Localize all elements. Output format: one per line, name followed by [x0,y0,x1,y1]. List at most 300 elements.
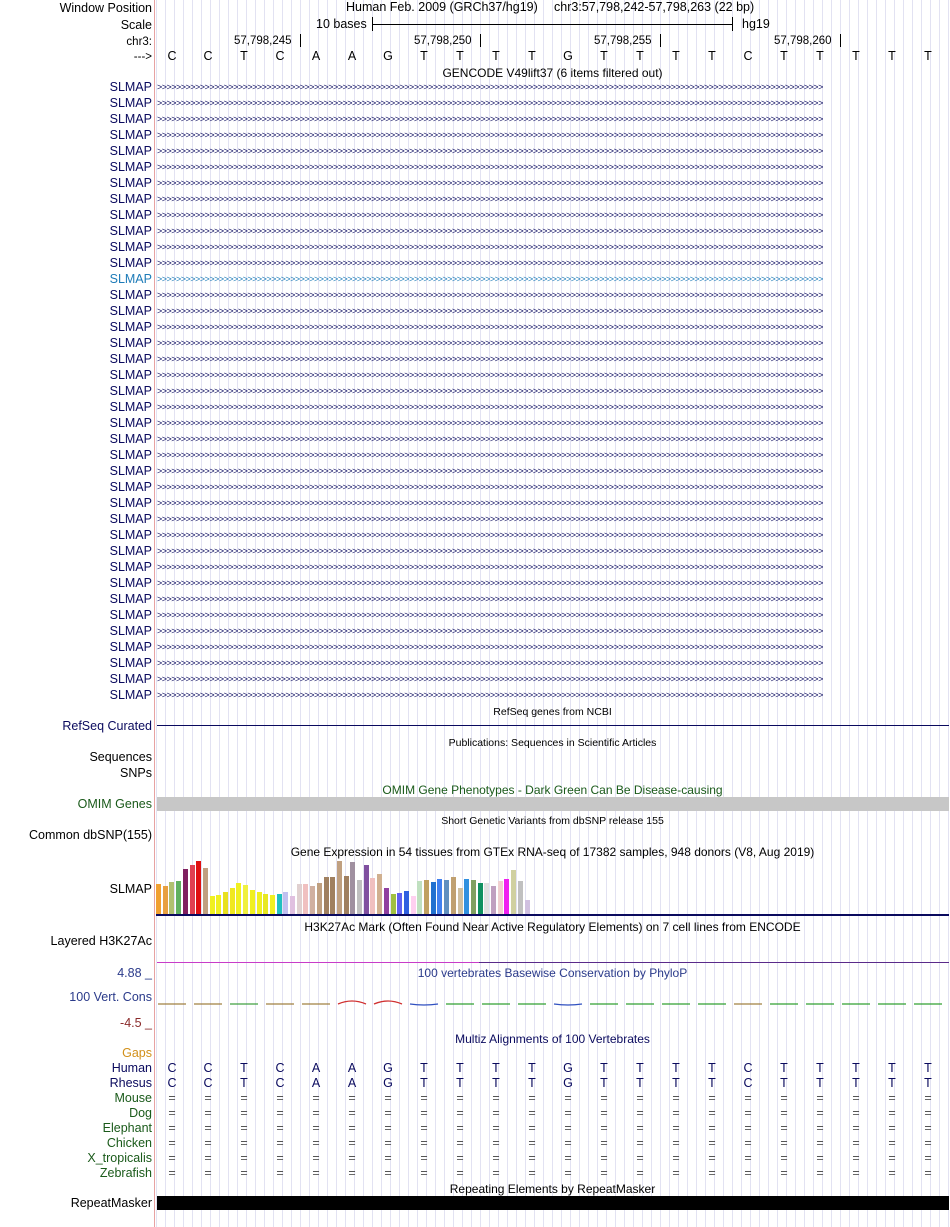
alignment-base: = [168,1136,176,1150]
gtex-tissue-bar[interactable] [263,894,268,914]
alignment-base: = [888,1106,896,1120]
alignment-base: = [276,1151,284,1165]
gencode-transcript[interactable]: >>>>>>>>>>>>>>>>>>>>>>>>>>>>>>>>>>>>>>>>>>>>>>>>>>>>>>>>>>>>>>>>>>>>>>>>>>>>>>>>>>>>>>>>>>>>>>>>>>>>>>>>>>>>>>>>>>>>>>>>>>>>>>>>>>>>>>>>>>>> [157,594,823,604]
gencode-transcript-label[interactable]: SLMAP [109,656,152,670]
alignment-base: T [528,1076,536,1090]
gencode-transcript-label[interactable]: SLMAP [109,208,152,222]
alignment-base: T [420,1061,428,1075]
gtex-tissue-bar[interactable] [350,862,355,914]
gtex-tissue-bar[interactable] [384,888,389,914]
alignment-base: T [240,1076,248,1090]
gencode-transcript[interactable]: >>>>>>>>>>>>>>>>>>>>>>>>>>>>>>>>>>>>>>>>>>>>>>>>>>>>>>>>>>>>>>>>>>>>>>>>>>>>>>>>>>>>>>>>>>>>>>>>>>>>>>>>>>>>>>>>>>>>>>>>>>>>>>>>>>>>>>>>>>>> [157,178,823,188]
alignment-base: C [203,1076,213,1090]
alignment-base: = [600,1151,608,1165]
alignment-base: = [888,1091,896,1105]
gtex-tissue-bar[interactable] [337,861,342,914]
alignment-base: = [708,1151,716,1165]
base: C [275,49,285,63]
gencode-transcript-label[interactable]: SLMAP [109,432,152,446]
species-label[interactable]: Chicken [106,1136,152,1150]
alignment-base: = [492,1166,500,1180]
alignment-base: = [744,1091,752,1105]
alignment-base: G [563,1061,573,1075]
alignment-base: = [384,1136,392,1150]
alignment-base: = [240,1151,248,1165]
alignment-base: = [348,1166,356,1180]
gencode-transcript[interactable]: >>>>>>>>>>>>>>>>>>>>>>>>>>>>>>>>>>>>>>>>>>>>>>>>>>>>>>>>>>>>>>>>>>>>>>>>>>>>>>>>>>>>>>>>>>>>>>>>>>>>>>>>>>>>>>>>>>>>>>>>>>>>>>>>>>>>>>>>>>>> [157,434,823,444]
gencode-transcript[interactable]: >>>>>>>>>>>>>>>>>>>>>>>>>>>>>>>>>>>>>>>>>>>>>>>>>>>>>>>>>>>>>>>>>>>>>>>>>>>>>>>>>>>>>>>>>>>>>>>>>>>>>>>>>>>>>>>>>>>>>>>>>>>>>>>>>>>>>>>>>>>> [157,306,823,316]
gencode-transcript[interactable]: >>>>>>>>>>>>>>>>>>>>>>>>>>>>>>>>>>>>>>>>>>>>>>>>>>>>>>>>>>>>>>>>>>>>>>>>>>>>>>>>>>>>>>>>>>>>>>>>>>>>>>>>>>>>>>>>>>>>>>>>>>>>>>>>>>>>>>>>>>>> [157,146,823,156]
gtex-tissue-bar[interactable] [290,896,295,914]
alignment-base: = [708,1106,716,1120]
alignment-base: = [600,1121,608,1135]
alignment-base: = [780,1121,788,1135]
alignment-base: T [816,1061,824,1075]
alignment-base: = [312,1106,320,1120]
alignment-base: = [564,1136,572,1150]
alignment-base: C [743,1061,753,1075]
base: T [492,49,500,63]
gencode-transcript[interactable]: >>>>>>>>>>>>>>>>>>>>>>>>>>>>>>>>>>>>>>>>>>>>>>>>>>>>>>>>>>>>>>>>>>>>>>>>>>>>>>>>>>>>>>>>>>>>>>>>>>>>>>>>>>>>>>>>>>>>>>>>>>>>>>>>>>>>>>>>>>>> [157,546,823,556]
h3k27ac-track-title[interactable]: H3K27Ac Mark (Often Found Near Active Regulatory Elements) on 7 cell lines from ENCODE [304,920,801,934]
alignment-base: = [204,1106,212,1120]
gencode-transcript-label[interactable]: SLMAP [109,640,152,654]
gencode-transcript[interactable]: >>>>>>>>>>>>>>>>>>>>>>>>>>>>>>>>>>>>>>>>>>>>>>>>>>>>>>>>>>>>>>>>>>>>>>>>>>>>>>>>>>>>>>>>>>>>>>>>>>>>>>>>>>>>>>>>>>>>>>>>>>>>>>>>>>>>>>>>>>>> [157,450,823,460]
gencode-transcript[interactable]: >>>>>>>>>>>>>>>>>>>>>>>>>>>>>>>>>>>>>>>>>>>>>>>>>>>>>>>>>>>>>>>>>>>>>>>>>>>>>>>>>>>>>>>>>>>>>>>>>>>>>>>>>>>>>>>>>>>>>>>>>>>>>>>>>>>>>>>>>>>> [157,194,823,204]
phylop-segment [338,1001,366,1004]
gtex-tissue-bar[interactable] [183,869,188,914]
refseq-track-title[interactable]: RefSeq genes from NCBI [493,706,612,718]
alignment-base: = [312,1136,320,1150]
gencode-transcript-label[interactable]: SLMAP [109,544,152,558]
alignment-base: = [276,1121,284,1135]
gtex-tissue-bar[interactable] [169,882,174,914]
gaps-label[interactable]: Gaps [122,1046,152,1060]
gencode-transcript[interactable]: >>>>>>>>>>>>>>>>>>>>>>>>>>>>>>>>>>>>>>>>>>>>>>>>>>>>>>>>>>>>>>>>>>>>>>>>>>>>>>>>>>>>>>>>>>>>>>>>>>>>>>>>>>>>>>>>>>>>>>>>>>>>>>>>>>>>>>>>>>>> [157,290,823,300]
gencode-transcript-label[interactable]: SLMAP [109,496,152,510]
phylop-track-title[interactable]: 100 vertebrates Basewise Conservation by PhyloP [417,966,688,980]
alignment-base: = [600,1166,608,1180]
gtex-tissue-bar[interactable] [344,876,349,914]
multiz-track-title[interactable]: Multiz Alignments of 100 Vertebrates [455,1032,650,1046]
gencode-transcript[interactable]: >>>>>>>>>>>>>>>>>>>>>>>>>>>>>>>>>>>>>>>>>>>>>>>>>>>>>>>>>>>>>>>>>>>>>>>>>>>>>>>>>>>>>>>>>>>>>>>>>>>>>>>>>>>>>>>>>>>>>>>>>>>>>>>>>>>>>>>>>>>> [157,82,823,92]
base: T [600,49,608,63]
alignment-base: = [708,1121,716,1135]
alignment-base: T [924,1076,932,1090]
gtex-tissue-bar[interactable] [243,885,248,914]
alignment-base: = [240,1091,248,1105]
phylop-segment [410,1004,438,1005]
alignment-base: T [240,1061,248,1075]
alignment-base: C [275,1061,285,1075]
gencode-transcript-label[interactable]: SLMAP [109,240,152,254]
gtex-tissue-bar[interactable] [216,895,221,914]
alignment-base: = [744,1151,752,1165]
gencode-transcript-label[interactable]: SLMAP [109,352,152,366]
gtex-tissue-bar[interactable] [230,888,235,914]
gencode-transcript[interactable]: >>>>>>>>>>>>>>>>>>>>>>>>>>>>>>>>>>>>>>>>>>>>>>>>>>>>>>>>>>>>>>>>>>>>>>>>>>>>>>>>>>>>>>>>>>>>>>>>>>>>>>>>>>>>>>>>>>>>>>>>>>>>>>>>>>>>>>>>>>>> [157,386,823,396]
gtex-tissue-bar[interactable] [511,870,516,914]
alignment-base: = [924,1121,932,1135]
alignment-base: = [600,1091,608,1105]
gencode-transcript-label[interactable]: SLMAP [109,128,152,142]
alignment-base: G [563,1076,573,1090]
alignment-base: = [708,1136,716,1150]
gtex-tissue-bar[interactable] [357,880,362,914]
alignment-base: = [312,1151,320,1165]
gencode-transcript[interactable]: >>>>>>>>>>>>>>>>>>>>>>>>>>>>>>>>>>>>>>>>>>>>>>>>>>>>>>>>>>>>>>>>>>>>>>>>>>>>>>>>>>>>>>>>>>>>>>>>>>>>>>>>>>>>>>>>>>>>>>>>>>>>>>>>>>>>>>>>>>>> [157,562,823,572]
alignment-base: = [744,1121,752,1135]
alignment-base: = [888,1136,896,1150]
alignment-base: = [348,1106,356,1120]
alignment-base: = [276,1091,284,1105]
base: T [816,49,824,63]
phylop-label[interactable]: 100 Vert. Cons [69,990,152,1004]
alignment-base: = [348,1151,356,1165]
scale-text: 10 bases [316,17,367,31]
gencode-transcript-label[interactable]: SLMAP [109,608,152,622]
gtex-tissue-bar[interactable] [257,892,262,914]
alignment-base: = [420,1121,428,1135]
gencode-transcript-label[interactable]: SLMAP [109,160,152,174]
gencode-transcript[interactable]: >>>>>>>>>>>>>>>>>>>>>>>>>>>>>>>>>>>>>>>>>>>>>>>>>>>>>>>>>>>>>>>>>>>>>>>>>>>>>>>>>>>>>>>>>>>>>>>>>>>>>>>>>>>>>>>>>>>>>>>>>>>>>>>>>>>>>>>>>>>> [157,658,823,668]
alignment-base: T [672,1076,680,1090]
gencode-transcript[interactable]: >>>>>>>>>>>>>>>>>>>>>>>>>>>>>>>>>>>>>>>>>>>>>>>>>>>>>>>>>>>>>>>>>>>>>>>>>>>>>>>>>>>>>>>>>>>>>>>>>>>>>>>>>>>>>>>>>>>>>>>>>>>>>>>>>>>>>>>>>>>> [157,226,823,236]
alignment-base: = [744,1166,752,1180]
alignment-base: = [744,1106,752,1120]
dbsnp-track-title[interactable]: Short Genetic Variants from dbSNP release 155 [441,815,664,827]
alignment-base: = [852,1151,860,1165]
gtex-tissue-bar[interactable] [478,883,483,914]
gencode-transcript[interactable]: >>>>>>>>>>>>>>>>>>>>>>>>>>>>>>>>>>>>>>>>>>>>>>>>>>>>>>>>>>>>>>>>>>>>>>>>>>>>>>>>>>>>>>>>>>>>>>>>>>>>>>>>>>>>>>>>>>>>>>>>>>>>>>>>>>>>>>>>>>>> [157,338,823,348]
snps-label[interactable]: SNPs [120,766,152,780]
alignment-base: T [456,1061,464,1075]
gencode-transcript-label[interactable]: SLMAP [109,448,152,462]
gencode-transcript[interactable]: >>>>>>>>>>>>>>>>>>>>>>>>>>>>>>>>>>>>>>>>>>>>>>>>>>>>>>>>>>>>>>>>>>>>>>>>>>>>>>>>>>>>>>>>>>>>>>>>>>>>>>>>>>>>>>>>>>>>>>>>>>>>>>>>>>>>>>>>>>>> [157,690,823,700]
gencode-transcript-label[interactable]: SLMAP [109,400,152,414]
gtex-tissue-bar[interactable] [223,892,228,914]
gtex-tissue-bar[interactable] [317,883,322,914]
gtex-tissue-bar[interactable] [404,891,409,914]
gtex-tissue-bar[interactable] [156,884,161,914]
alignment-base: = [240,1166,248,1180]
gencode-transcript-label[interactable]: SLMAP [109,528,152,542]
alignment-base: = [312,1121,320,1135]
gencode-transcript-label[interactable]: SLMAP [109,368,152,382]
gtex-tissue-bar[interactable] [203,868,208,914]
gtex-gene-line[interactable] [156,914,949,916]
gencode-transcript-label[interactable]: SLMAP [109,112,152,126]
alignment-base: T [492,1061,500,1075]
alignment-base: = [672,1136,680,1150]
alignment-base: = [348,1091,356,1105]
species-label[interactable]: Zebrafish [99,1166,152,1180]
assembly-title: Human Feb. 2009 (GRCh37/hg19) [346,0,538,14]
gtex-tissue-bar[interactable] [210,896,215,914]
gencode-transcript-label[interactable]: SLMAP [109,176,152,190]
gtex-tissue-bar[interactable] [504,879,509,914]
gencode-transcript[interactable]: >>>>>>>>>>>>>>>>>>>>>>>>>>>>>>>>>>>>>>>>>>>>>>>>>>>>>>>>>>>>>>>>>>>>>>>>>>>>>>>>>>>>>>>>>>>>>>>>>>>>>>>>>>>>>>>>>>>>>>>>>>>>>>>>>>>>>>>>>>>> [157,530,823,540]
alignment-base: A [311,1076,321,1090]
gencode-transcript-label[interactable]: SLMAP [109,304,152,318]
alignment-base: = [780,1136,788,1150]
species-label[interactable]: Mouse [114,1091,152,1105]
alignment-base: = [168,1151,176,1165]
gtex-tissue-bar[interactable] [283,892,288,914]
alignment-base: C [203,1061,213,1075]
gtex-tissue-bar[interactable] [236,883,241,914]
gtex-tissue-bar[interactable] [364,865,369,914]
gtex-tissue-bar[interactable] [277,894,282,914]
window-position-label: Window Position [59,1,152,15]
gtex-tissue-bar[interactable] [377,874,382,914]
gencode-transcript-label[interactable]: SLMAP [109,512,152,526]
gtex-tissue-bar[interactable] [491,886,496,914]
species-label[interactable]: Dog [129,1106,152,1120]
gencode-transcript-label[interactable]: SLMAP [109,672,152,686]
alignment-base: T [492,1076,500,1090]
gencode-transcript-label[interactable]: SLMAP [109,464,152,478]
alignment-base: = [312,1091,320,1105]
omim-track-title[interactable]: OMIM Gene Phenotypes - Dark Green Can Be Disease-causing [382,783,723,797]
gencode-transcript[interactable]: >>>>>>>>>>>>>>>>>>>>>>>>>>>>>>>>>>>>>>>>>>>>>>>>>>>>>>>>>>>>>>>>>>>>>>>>>>>>>>>>>>>>>>>>>>>>>>>>>>>>>>>>>>>>>>>>>>>>>>>>>>>>>>>>>>>>>>>>>>>> [157,162,823,172]
alignment-base: = [636,1151,644,1165]
alignment-base: = [816,1166,824,1180]
gtex-tissue-bar[interactable] [324,877,329,914]
alignment-base: = [240,1121,248,1135]
alignment-base: = [420,1151,428,1165]
base: T [924,49,932,63]
alignment-base: = [204,1151,212,1165]
gtex-tissue-bar[interactable] [518,881,523,914]
gtex-tissue-bar[interactable] [417,881,422,914]
gencode-transcript-label[interactable]: SLMAP [109,272,152,286]
gencode-transcript-label[interactable]: SLMAP [109,592,152,606]
gencode-transcript[interactable]: >>>>>>>>>>>>>>>>>>>>>>>>>>>>>>>>>>>>>>>>>>>>>>>>>>>>>>>>>>>>>>>>>>>>>>>>>>>>>>>>>>>>>>>>>>>>>>>>>>>>>>>>>>>>>>>>>>>>>>>>>>>>>>>>>>>>>>>>>>>> [157,210,823,220]
alignment-base: = [672,1166,680,1180]
alignment-base: = [636,1091,644,1105]
h3k27ac-signal-a[interactable] [157,962,479,963]
alignment-base: C [167,1061,177,1075]
gencode-transcript[interactable]: >>>>>>>>>>>>>>>>>>>>>>>>>>>>>>>>>>>>>>>>>>>>>>>>>>>>>>>>>>>>>>>>>>>>>>>>>>>>>>>>>>>>>>>>>>>>>>>>>>>>>>>>>>>>>>>>>>>>>>>>>>>>>>>>>>>>>>>>>>>> [157,610,823,620]
base: A [311,49,321,63]
alignment-base: C [167,1076,177,1090]
alignment-base: = [384,1166,392,1180]
alignment-base: = [528,1106,536,1120]
alignment-base: T [600,1061,608,1075]
species-label[interactable]: Human [111,1061,152,1075]
gtex-label[interactable]: SLMAP [109,882,152,896]
position-text[interactable]: chr3:57,798,242-57,798,263 (22 bp) [554,0,755,14]
gencode-transcript-label[interactable]: SLMAP [109,192,152,206]
gencode-transcript-label[interactable]: SLMAP [109,416,152,430]
alignment-base: T [456,1076,464,1090]
gtex-tissue-bar[interactable] [303,884,308,914]
alignment-base: = [636,1106,644,1120]
gtex-tissue-bar[interactable] [370,878,375,914]
gtex-tissue-bar[interactable] [397,893,402,914]
gtex-tissue-bar[interactable] [424,880,429,914]
gencode-transcript-label[interactable]: SLMAP [109,224,152,238]
gtex-tissue-bar[interactable] [391,894,396,914]
gencode-transcript-label[interactable]: SLMAP [109,256,152,270]
refseq-intron-line[interactable] [157,725,949,726]
species-label[interactable]: X_tropicalis [87,1151,152,1165]
alignment-base: T [528,1061,536,1075]
repeatmasker-track-title[interactable]: Repeating Elements by RepeatMasker [449,1182,656,1196]
gencode-transcript[interactable]: >>>>>>>>>>>>>>>>>>>>>>>>>>>>>>>>>>>>>>>>>>>>>>>>>>>>>>>>>>>>>>>>>>>>>>>>>>>>>>>>>>>>>>>>>>>>>>>>>>>>>>>>>>>>>>>>>>>>>>>>>>>>>>>>>>>>>>>>>>>> [157,130,823,140]
alignment-base: = [816,1136,824,1150]
phylop-wiggle[interactable] [155,994,950,1014]
alignment-base: = [528,1166,536,1180]
gtex-tissue-bar[interactable] [196,861,201,914]
gencode-transcript-label[interactable]: SLMAP [109,96,152,110]
gencode-transcript[interactable]: >>>>>>>>>>>>>>>>>>>>>>>>>>>>>>>>>>>>>>>>>>>>>>>>>>>>>>>>>>>>>>>>>>>>>>>>>>>>>>>>>>>>>>>>>>>>>>>>>>>>>>>>>>>>>>>>>>>>>>>>>>>>>>>>>>>>>>>>>>>> [157,418,823,428]
gtex-tissue-bar[interactable] [451,877,456,914]
gencode-transcript[interactable]: >>>>>>>>>>>>>>>>>>>>>>>>>>>>>>>>>>>>>>>>>>>>>>>>>>>>>>>>>>>>>>>>>>>>>>>>>>>>>>>>>>>>>>>>>>>>>>>>>>>>>>>>>>>>>>>>>>>>>>>>>>>>>>>>>>>>>>>>>>>> [157,674,823,684]
gencode-transcript[interactable]: >>>>>>>>>>>>>>>>>>>>>>>>>>>>>>>>>>>>>>>>>>>>>>>>>>>>>>>>>>>>>>>>>>>>>>>>>>>>>>>>>>>>>>>>>>>>>>>>>>>>>>>>>>>>>>>>>>>>>>>>>>>>>>>>>>>>>>>>>>>> [157,466,823,476]
alignment-base: = [168,1121,176,1135]
gencode-transcript-label[interactable]: SLMAP [109,480,152,494]
gtex-tissue-bar[interactable] [190,865,195,914]
gtex-tissue-bar[interactable] [310,886,315,914]
alignment-base: T [672,1061,680,1075]
sequences-label[interactable]: Sequences [89,750,152,764]
alignment-base: = [456,1121,464,1135]
base: C [743,49,753,63]
gencode-transcript[interactable]: >>>>>>>>>>>>>>>>>>>>>>>>>>>>>>>>>>>>>>>>>>>>>>>>>>>>>>>>>>>>>>>>>>>>>>>>>>>>>>>>>>>>>>>>>>>>>>>>>>>>>>>>>>>>>>>>>>>>>>>>>>>>>>>>>>>>>>>>>>>> [157,242,823,252]
base: G [563,49,573,63]
gencode-transcript[interactable]: >>>>>>>>>>>>>>>>>>>>>>>>>>>>>>>>>>>>>>>>>>>>>>>>>>>>>>>>>>>>>>>>>>>>>>>>>>>>>>>>>>>>>>>>>>>>>>>>>>>>>>>>>>>>>>>>>>>>>>>>>>>>>>>>>>>>>>>>>>>> [157,498,823,508]
alignment-base: = [240,1106,248,1120]
alignment-base: = [564,1151,572,1165]
omim-gene-bar[interactable] [157,797,949,811]
refseq-label[interactable]: RefSeq Curated [62,719,152,733]
gencode-transcript-label[interactable]: SLMAP [109,144,152,158]
gencode-transcript[interactable]: >>>>>>>>>>>>>>>>>>>>>>>>>>>>>>>>>>>>>>>>>>>>>>>>>>>>>>>>>>>>>>>>>>>>>>>>>>>>>>>>>>>>>>>>>>>>>>>>>>>>>>>>>>>>>>>>>>>>>>>>>>>>>>>>>>>>>>>>>>>> [157,482,823,492]
gtex-tissue-bar[interactable] [163,886,168,914]
gtex-tissue-bar[interactable] [471,880,476,914]
alignment-base: = [600,1106,608,1120]
base: G [383,49,393,63]
gencode-transcript[interactable]: >>>>>>>>>>>>>>>>>>>>>>>>>>>>>>>>>>>>>>>>>>>>>>>>>>>>>>>>>>>>>>>>>>>>>>>>>>>>>>>>>>>>>>>>>>>>>>>>>>>>>>>>>>>>>>>>>>>>>>>>>>>>>>>>>>>>>>>>>>>> [157,514,823,524]
gtex-tissue-bar[interactable] [525,900,530,914]
gencode-transcript-label[interactable]: SLMAP [109,576,152,590]
alignment-base: = [780,1151,788,1165]
gtex-tissue-bar[interactable] [250,890,255,914]
alignment-base: T [708,1076,716,1090]
base: A [347,49,357,63]
gtex-tissue-bar[interactable] [484,883,489,914]
alignment-base: G [383,1076,393,1090]
alignment-base: = [636,1136,644,1150]
gencode-transcript[interactable]: >>>>>>>>>>>>>>>>>>>>>>>>>>>>>>>>>>>>>>>>>>>>>>>>>>>>>>>>>>>>>>>>>>>>>>>>>>>>>>>>>>>>>>>>>>>>>>>>>>>>>>>>>>>>>>>>>>>>>>>>>>>>>>>>>>>>>>>>>>>> [157,114,823,124]
gtex-tissue-bar[interactable] [411,896,416,914]
alignment-base: T [780,1061,788,1075]
alignment-base: = [852,1091,860,1105]
gencode-transcript-label[interactable]: SLMAP [109,688,152,702]
alignment-base: = [276,1106,284,1120]
base: T [240,49,248,63]
gencode-transcript-label[interactable]: SLMAP [109,288,152,302]
repeatmasker-label[interactable]: RepeatMasker [70,1196,152,1210]
gencode-transcript[interactable]: >>>>>>>>>>>>>>>>>>>>>>>>>>>>>>>>>>>>>>>>>>>>>>>>>>>>>>>>>>>>>>>>>>>>>>>>>>>>>>>>>>>>>>>>>>>>>>>>>>>>>>>>>>>>>>>>>>>>>>>>>>>>>>>>>>>>>>>>>>>> [157,274,823,284]
coord-label: 57,798,255 [594,35,652,47]
gencode-transcript[interactable]: >>>>>>>>>>>>>>>>>>>>>>>>>>>>>>>>>>>>>>>>>>>>>>>>>>>>>>>>>>>>>>>>>>>>>>>>>>>>>>>>>>>>>>>>>>>>>>>>>>>>>>>>>>>>>>>>>>>>>>>>>>>>>>>>>>>>>>>>>>>> [157,626,823,636]
gtex-track-title[interactable]: Gene Expression in 54 tissues from GTEx RNA-seq of 17382 samples, 948 donors (V8, Aug 2019) [290,845,815,859]
alignment-base: = [564,1091,572,1105]
base: T [672,49,680,63]
gencode-transcript-label[interactable]: SLMAP [109,624,152,638]
alignment-base: T [852,1076,860,1090]
alignment-base: C [743,1076,753,1090]
gtex-tissue-bar[interactable] [458,888,463,914]
gencode-transcript[interactable]: >>>>>>>>>>>>>>>>>>>>>>>>>>>>>>>>>>>>>>>>>>>>>>>>>>>>>>>>>>>>>>>>>>>>>>>>>>>>>>>>>>>>>>>>>>>>>>>>>>>>>>>>>>>>>>>>>>>>>>>>>>>>>>>>>>>>>>>>>>>> [157,322,823,332]
gtex-bar-graph[interactable] [156,860,536,914]
alignment-base: = [672,1121,680,1135]
gencode-transcript[interactable]: >>>>>>>>>>>>>>>>>>>>>>>>>>>>>>>>>>>>>>>>>>>>>>>>>>>>>>>>>>>>>>>>>>>>>>>>>>>>>>>>>>>>>>>>>>>>>>>>>>>>>>>>>>>>>>>>>>>>>>>>>>>>>>>>>>>>>>>>>>>> [157,642,823,652]
alignment-base: = [276,1166,284,1180]
dbsnp-label[interactable]: Common dbSNP(155) [29,828,152,842]
gencode-transcript-label[interactable]: SLMAP [109,560,152,574]
gencode-transcript-label[interactable]: SLMAP [109,320,152,334]
alignment-base: = [456,1091,464,1105]
base: T [852,49,860,63]
gencode-transcript-label[interactable]: SLMAP [109,80,152,94]
gencode-transcript[interactable]: >>>>>>>>>>>>>>>>>>>>>>>>>>>>>>>>>>>>>>>>>>>>>>>>>>>>>>>>>>>>>>>>>>>>>>>>>>>>>>>>>>>>>>>>>>>>>>>>>>>>>>>>>>>>>>>>>>>>>>>>>>>>>>>>>>>>>>>>>>>> [157,258,823,268]
species-label[interactable]: Rhesus [109,1076,152,1090]
publications-track-title[interactable]: Publications: Sequences in Scientific Articles [448,737,657,749]
gencode-track-title[interactable]: GENCODE V49lift37 (6 items filtered out) [442,66,663,80]
gtex-tissue-bar[interactable] [464,879,469,914]
alignment-base: = [420,1091,428,1105]
alignment-base: = [168,1091,176,1105]
alignment-base: = [888,1151,896,1165]
gtex-tissue-bar[interactable] [330,877,335,914]
gencode-transcript[interactable]: >>>>>>>>>>>>>>>>>>>>>>>>>>>>>>>>>>>>>>>>>>>>>>>>>>>>>>>>>>>>>>>>>>>>>>>>>>>>>>>>>>>>>>>>>>>>>>>>>>>>>>>>>>>>>>>>>>>>>>>>>>>>>>>>>>>>>>>>>>>> [157,98,823,108]
alignment-base: = [816,1091,824,1105]
coord-label: 57,798,250 [414,35,472,47]
alignment-base: = [924,1136,932,1150]
species-label[interactable]: Elephant [102,1121,152,1135]
coord-label: 57,798,260 [774,35,832,47]
gtex-tissue-bar[interactable] [431,882,436,914]
alignment-base: = [564,1166,572,1180]
gtex-tissue-bar[interactable] [437,879,442,914]
gtex-tissue-bar[interactable] [297,884,302,914]
gtex-tissue-bar[interactable] [176,881,181,914]
gtex-tissue-bar[interactable] [444,880,449,914]
gtex-tissue-bar[interactable] [270,895,275,914]
gencode-transcript[interactable]: >>>>>>>>>>>>>>>>>>>>>>>>>>>>>>>>>>>>>>>>>>>>>>>>>>>>>>>>>>>>>>>>>>>>>>>>>>>>>>>>>>>>>>>>>>>>>>>>>>>>>>>>>>>>>>>>>>>>>>>>>>>>>>>>>>>>>>>>>>>> [157,354,823,364]
gencode-transcript[interactable]: >>>>>>>>>>>>>>>>>>>>>>>>>>>>>>>>>>>>>>>>>>>>>>>>>>>>>>>>>>>>>>>>>>>>>>>>>>>>>>>>>>>>>>>>>>>>>>>>>>>>>>>>>>>>>>>>>>>>>>>>>>>>>>>>>>>>>>>>>>>> [157,402,823,412]
base: T [456,49,464,63]
alignment-base: = [456,1106,464,1120]
gtex-tissue-bar[interactable] [498,881,503,914]
omim-label[interactable]: OMIM Genes [77,797,152,811]
alignment-base: = [924,1151,932,1165]
alignment-base: = [276,1136,284,1150]
h3k27ac-signal-b[interactable] [479,962,949,963]
gencode-transcript-label[interactable]: SLMAP [109,336,152,350]
h3k27ac-label[interactable]: Layered H3K27Ac [50,934,152,948]
gencode-transcript[interactable]: >>>>>>>>>>>>>>>>>>>>>>>>>>>>>>>>>>>>>>>>>>>>>>>>>>>>>>>>>>>>>>>>>>>>>>>>>>>>>>>>>>>>>>>>>>>>>>>>>>>>>>>>>>>>>>>>>>>>>>>>>>>>>>>>>>>>>>>>>>>> [157,370,823,380]
gencode-transcript[interactable]: >>>>>>>>>>>>>>>>>>>>>>>>>>>>>>>>>>>>>>>>>>>>>>>>>>>>>>>>>>>>>>>>>>>>>>>>>>>>>>>>>>>>>>>>>>>>>>>>>>>>>>>>>>>>>>>>>>>>>>>>>>>>>>>>>>>>>>>>>>>> [157,578,823,588]
gencode-transcript-label[interactable]: SLMAP [109,384,152,398]
base: T [888,49,896,63]
repeatmasker-bar[interactable] [157,1196,949,1210]
alignment-base: = [384,1091,392,1105]
